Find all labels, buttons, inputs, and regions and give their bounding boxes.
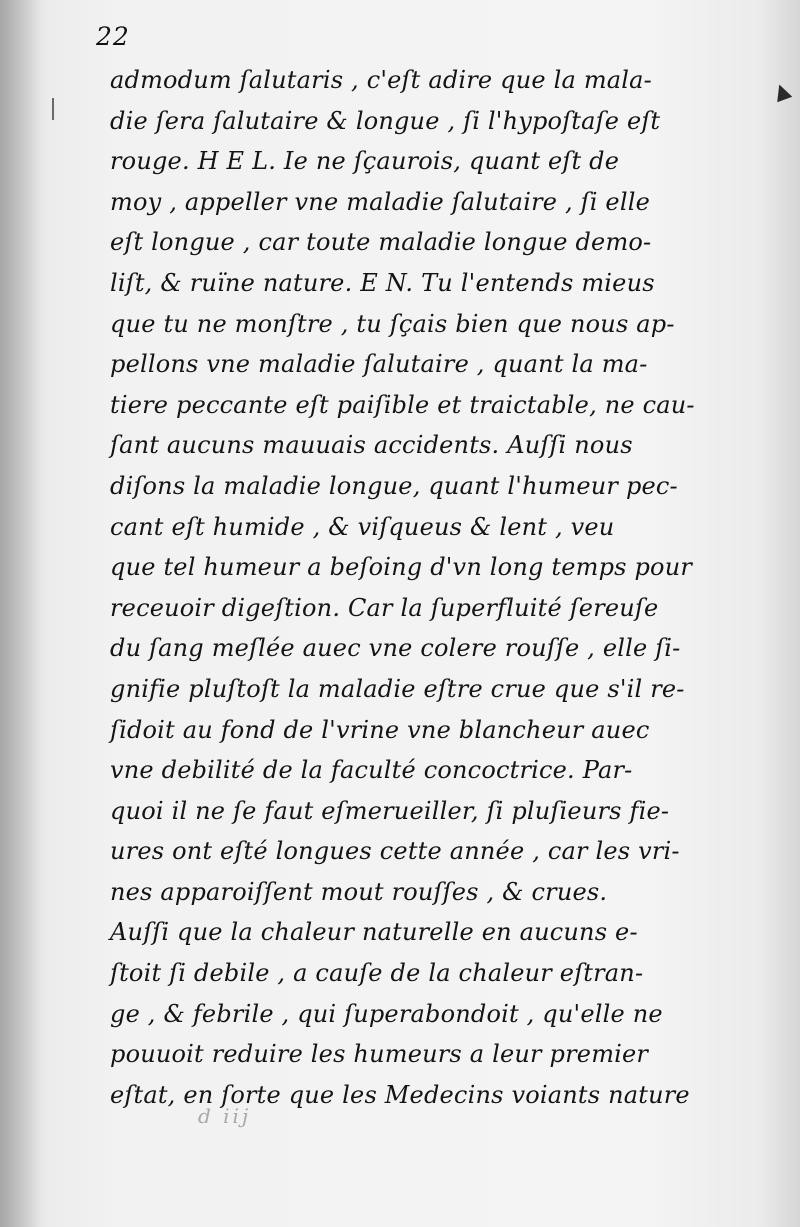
- text-line: du ſang meſlée auec vne colere rouſſe , elle ſi-: [110, 634, 681, 663]
- text-line: tiere peccante eſt paiſible et traictable, ne cau-: [110, 390, 695, 419]
- text-line: eſt longue , car toute maladie longue demo-: [110, 228, 652, 257]
- text-line: gnifie pluſtoſt la maladie eſtre crue que s'il re-: [110, 674, 685, 703]
- text-line: ſidoit au fond de l'vrine vne blancheur auec: [110, 715, 650, 744]
- text-line: die ſera ſalutaire & longue , ſi l'hypoſtaſe eſt: [110, 106, 661, 135]
- margin-mark-right: [772, 82, 793, 103]
- text-line: moy , appeller vne maladie ſalutaire , ſi elle: [110, 187, 650, 216]
- text-line: pellons vne maladie ſalutaire , quant la ma-: [110, 350, 648, 379]
- text-line: que tel humeur a beſoing d'vn long temps pour: [110, 553, 693, 582]
- gutter-shadow: [0, 0, 40, 1227]
- text-line: ſant aucuns mauuais accidents. Auſſi nous: [110, 431, 633, 460]
- text-line: que tu ne monſtre , tu ſçais bien que nous ap-: [110, 309, 675, 338]
- text-line: receuoir digeſtion. Car la ſuperfluité ſereuſe: [110, 593, 659, 622]
- text-line: rouge. H E L. Ie ne ſçaurois, quant eſt de: [110, 147, 620, 176]
- text-line: eſtat, en ſorte que les Medecins voiants nature: [110, 1080, 690, 1109]
- text-line: cant eſt humide , & viſqueus & lent , veu: [110, 512, 615, 541]
- text-line: admodum ſalutaris , c'eſt adire que la mala-: [110, 66, 652, 94]
- text-line: diſons la maladie longue, quant l'humeur pec-: [110, 471, 678, 500]
- text-line: ures ont eſté longues cette année , car les vri-: [110, 837, 680, 866]
- signature-mark: d iij: [198, 1104, 252, 1128]
- text-line: liſt, & ruïne nature. E N. Tu l'entends mieus: [110, 268, 655, 297]
- text-line: nes apparoiſſent mout rouſſes , & crues.: [110, 877, 608, 906]
- body-text: [110, 60, 735, 1115]
- text-line: vne debilité de la faculté concoctrice. Par-: [110, 756, 633, 785]
- page-number: 22: [96, 22, 130, 51]
- text-line: pouuoit reduire les humeurs a leur premier: [110, 1040, 649, 1069]
- text-line: ge , & febrile , qui ſuperabondoit , qu'elle ne: [110, 999, 663, 1028]
- text-line: quoi il ne ſe faut eſmerueiller, ſi pluſieurs fie-: [110, 796, 670, 825]
- text-line: Auſſi que la chaleur naturelle en aucuns e-: [110, 918, 638, 947]
- text-line: ſtoit ſi debile , a cauſe de la chaleur eſtran-: [110, 959, 644, 988]
- margin-mark-left: [52, 98, 54, 120]
